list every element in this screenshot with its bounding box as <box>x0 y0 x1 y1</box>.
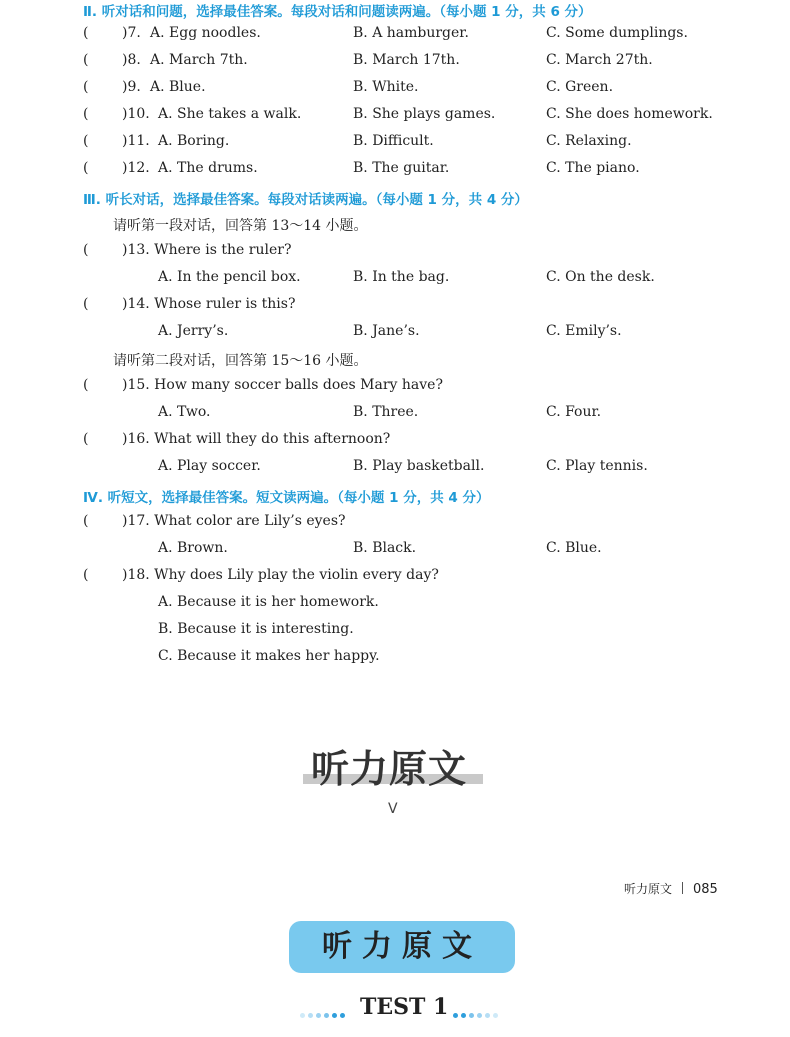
option-b: B. March 17th. <box>353 52 460 68</box>
option-a: A. Because it is her homework. <box>158 594 379 610</box>
divider-title-text: 听力原文 <box>311 747 468 791</box>
question-row <box>0 513 790 533</box>
answer-paren: ( <box>83 242 89 258</box>
dot <box>453 1013 458 1018</box>
question-number: )9. <box>122 79 141 95</box>
question-row <box>0 160 790 180</box>
option-c: C. Four. <box>546 404 602 420</box>
section-heading-listening-dialogue: Ⅱ. 听对话和问题，选择最佳答案。每段对话和问题读两遍。（每小题 1 分，共 6 分） <box>83 4 592 20</box>
dot <box>485 1013 490 1018</box>
option-a: A. Brown. <box>158 540 228 556</box>
question-row <box>0 106 790 126</box>
left-dots-decoration <box>300 1005 348 1013</box>
option-c: C. On the desk. <box>546 269 655 285</box>
option-c: C. Relaxing. <box>546 133 632 149</box>
answer-paren: ( <box>83 25 89 41</box>
question-row <box>0 133 790 153</box>
options-row <box>0 269 790 289</box>
dot <box>461 1013 466 1018</box>
test-label: TEST 1 <box>360 994 449 1020</box>
option-c: C. Play tennis. <box>546 458 648 474</box>
dot <box>340 1013 345 1018</box>
option-c: C. March 27th. <box>546 52 653 68</box>
question-stem: )15. How many soccer balls does Mary have? <box>122 377 443 393</box>
dot <box>477 1013 482 1018</box>
dot <box>332 1013 337 1018</box>
option-a: A. Blue. <box>150 79 206 95</box>
answer-paren: ( <box>83 567 89 583</box>
dot <box>493 1013 498 1018</box>
question-stem: )14. Whose ruler is this? <box>122 296 296 312</box>
question-row <box>0 377 790 397</box>
option-b: B. In the bag. <box>353 269 450 285</box>
question-row <box>0 79 790 99</box>
dot <box>300 1013 305 1018</box>
answer-paren: ( <box>83 79 89 95</box>
option-b: B. Because it is interesting. <box>158 621 354 637</box>
dot <box>316 1013 321 1018</box>
option-c: C. Blue. <box>546 540 602 556</box>
instruction-note: 请听第二段对话，回答第 15～16 小题。 <box>113 353 368 369</box>
question-number: )11. <box>122 133 150 149</box>
option-b: B. White. <box>353 79 419 95</box>
option-a: A. In the pencil box. <box>158 269 301 285</box>
options-row <box>0 648 790 668</box>
question-row <box>0 25 790 45</box>
dot <box>469 1013 474 1018</box>
instruction-note: 请听第一段对话，回答第 13～14 小题。 <box>113 218 368 234</box>
answer-paren: ( <box>83 160 89 176</box>
option-a: A. March 7th. <box>150 52 248 68</box>
option-a: A. She takes a walk. <box>158 106 302 122</box>
option-b: B. A hamburger. <box>353 25 469 41</box>
options-row <box>0 540 790 560</box>
options-row <box>0 323 790 343</box>
option-b: B. Difficult. <box>353 133 434 149</box>
option-c: C. Emily’s. <box>546 323 622 339</box>
option-a: A. Boring. <box>158 133 230 149</box>
answer-paren: ( <box>83 106 89 122</box>
question-row <box>0 52 790 72</box>
question-number: )8. <box>122 52 141 68</box>
option-c: C. Some dumplings. <box>546 25 688 41</box>
question-stem: )18. Why does Lily play the violin every day? <box>122 567 439 583</box>
option-b: B. The guitar. <box>353 160 450 176</box>
answer-paren: ( <box>83 431 89 447</box>
question-row <box>0 431 790 451</box>
option-b: B. Three. <box>353 404 419 420</box>
question-number: )10. <box>122 106 150 122</box>
answer-paren: ( <box>83 513 89 529</box>
answer-paren: ( <box>83 377 89 393</box>
option-a: A. Play soccer. <box>158 458 261 474</box>
option-b: B. Black. <box>353 540 417 556</box>
transcript-divider-title <box>303 738 489 791</box>
page-number: 085 <box>693 882 718 897</box>
option-a: A. Jerry’s. <box>158 323 229 339</box>
option-a: A. Egg noodles. <box>150 25 261 41</box>
dot <box>308 1013 313 1018</box>
answer-paren: ( <box>83 133 89 149</box>
option-c: C. Because it makes her happy. <box>158 648 380 664</box>
option-c: C. Green. <box>546 79 614 95</box>
option-b: B. She plays games. <box>353 106 496 122</box>
right-dots-decoration <box>453 1005 501 1013</box>
question-row <box>0 567 790 587</box>
question-stem: )17. What color are Lily’s eyes? <box>122 513 346 529</box>
options-row <box>0 404 790 424</box>
options-row <box>0 621 790 641</box>
option-c: C. The piano. <box>546 160 640 176</box>
question-row <box>0 296 790 316</box>
question-stem: )13. Where is the ruler? <box>122 242 292 258</box>
divider-mark: V <box>388 801 398 817</box>
banner-title: 听力原文 <box>322 929 482 964</box>
options-row <box>0 458 790 478</box>
question-number: )7. <box>122 25 141 41</box>
options-row <box>0 594 790 614</box>
running-head-separator <box>682 882 683 894</box>
question-number: )12. <box>122 160 150 176</box>
question-row <box>0 242 790 262</box>
section-heading-short-passage: Ⅳ. 听短文，选择最佳答案。短文读两遍。（每小题 1 分，共 4 分） <box>83 490 490 506</box>
option-c: C. She does homework. <box>546 106 713 122</box>
running-head-title: 听力原文 <box>624 882 673 896</box>
option-b: B. Play basketball. <box>353 458 485 474</box>
running-head <box>624 880 718 897</box>
question-stem: )16. What will they do this afternoon? <box>122 431 391 447</box>
option-a: A. The drums. <box>158 160 258 176</box>
option-b: B. Jane’s. <box>353 323 420 339</box>
option-a: A. Two. <box>158 404 211 420</box>
answer-paren: ( <box>83 52 89 68</box>
transcript-banner <box>289 921 515 973</box>
test-heading <box>290 994 520 1024</box>
dot <box>324 1013 329 1018</box>
answer-paren: ( <box>83 296 89 312</box>
section-heading-long-dialogue: Ⅲ. 听长对话，选择最佳答案。每段对话读两遍。（每小题 1 分，共 4 分） <box>83 192 528 208</box>
